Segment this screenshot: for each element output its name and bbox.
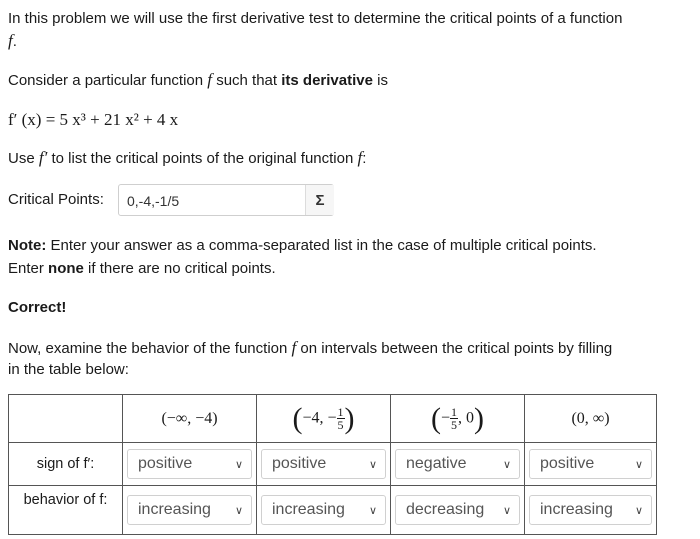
critical-points-label: Critical Points: <box>8 191 104 208</box>
derivative-formula: f′ (x) = 5 x³ + 21 x² + 4 x <box>8 110 179 129</box>
examine-text-2: in the table below: <box>8 361 129 378</box>
chevron-down-icon: ∨ <box>234 458 243 471</box>
intro-text-end: f. <box>8 31 17 50</box>
interval-header-1: (−∞, −4) <box>123 395 257 443</box>
chevron-down-icon: ∨ <box>502 504 511 517</box>
chevron-down-icon: ∨ <box>634 458 643 471</box>
note-text-2: Enter none if there are no critical points. <box>8 260 276 277</box>
instruction-text: Use f′ to list the critical points of the original function f: <box>8 148 367 167</box>
status-correct: Correct! <box>8 299 67 316</box>
behavior-table <box>8 394 657 535</box>
examine-text: Now, examine the behavior of the function f on intervals between the critical points by filling <box>8 338 613 357</box>
intro-text: In this problem we will use the first derivative test to determine the critical points of a function <box>8 10 623 27</box>
sigma-icon[interactable]: Σ <box>305 185 334 215</box>
interval-header-4: (0, ∞) <box>525 395 657 443</box>
sign-row-label: sign of f′: <box>9 443 123 486</box>
sign-select-1[interactable]: positive ∨ <box>127 449 252 479</box>
chevron-down-icon: ∨ <box>234 504 243 517</box>
chevron-down-icon: ∨ <box>368 504 377 517</box>
chevron-down-icon: ∨ <box>502 458 511 471</box>
critical-points-value: 0,-4,-1/5 <box>127 193 180 209</box>
behavior-select-4[interactable]: increasing ∨ <box>529 495 652 525</box>
critical-points-input[interactable] <box>118 184 334 216</box>
sign-select-3[interactable]: negative ∨ <box>395 449 520 479</box>
behavior-select-2[interactable]: increasing ∨ <box>261 495 386 525</box>
chevron-down-icon: ∨ <box>634 504 643 517</box>
interval-header-3: (− $\frac{1}{5}$ , 0) <box>391 395 525 443</box>
behavior-select-1[interactable]: increasing ∨ <box>127 495 252 525</box>
note-text: Note: Enter your answer as a comma-separated list in the case of multiple critical points. <box>8 237 597 254</box>
table-corner <box>9 395 123 443</box>
behavior-select-3[interactable]: decreasing ∨ <box>395 495 520 525</box>
sign-select-2[interactable]: positive ∨ <box>261 449 386 479</box>
sign-select-4[interactable]: positive ∨ <box>529 449 652 479</box>
interval-header-2: (−4, − $\frac{1}{5}$ ) <box>257 395 391 443</box>
chevron-down-icon: ∨ <box>368 458 377 471</box>
behavior-row-label: behavior of f: <box>9 486 123 535</box>
consider-text: Consider a particular function f such that its derivative is <box>8 70 388 89</box>
